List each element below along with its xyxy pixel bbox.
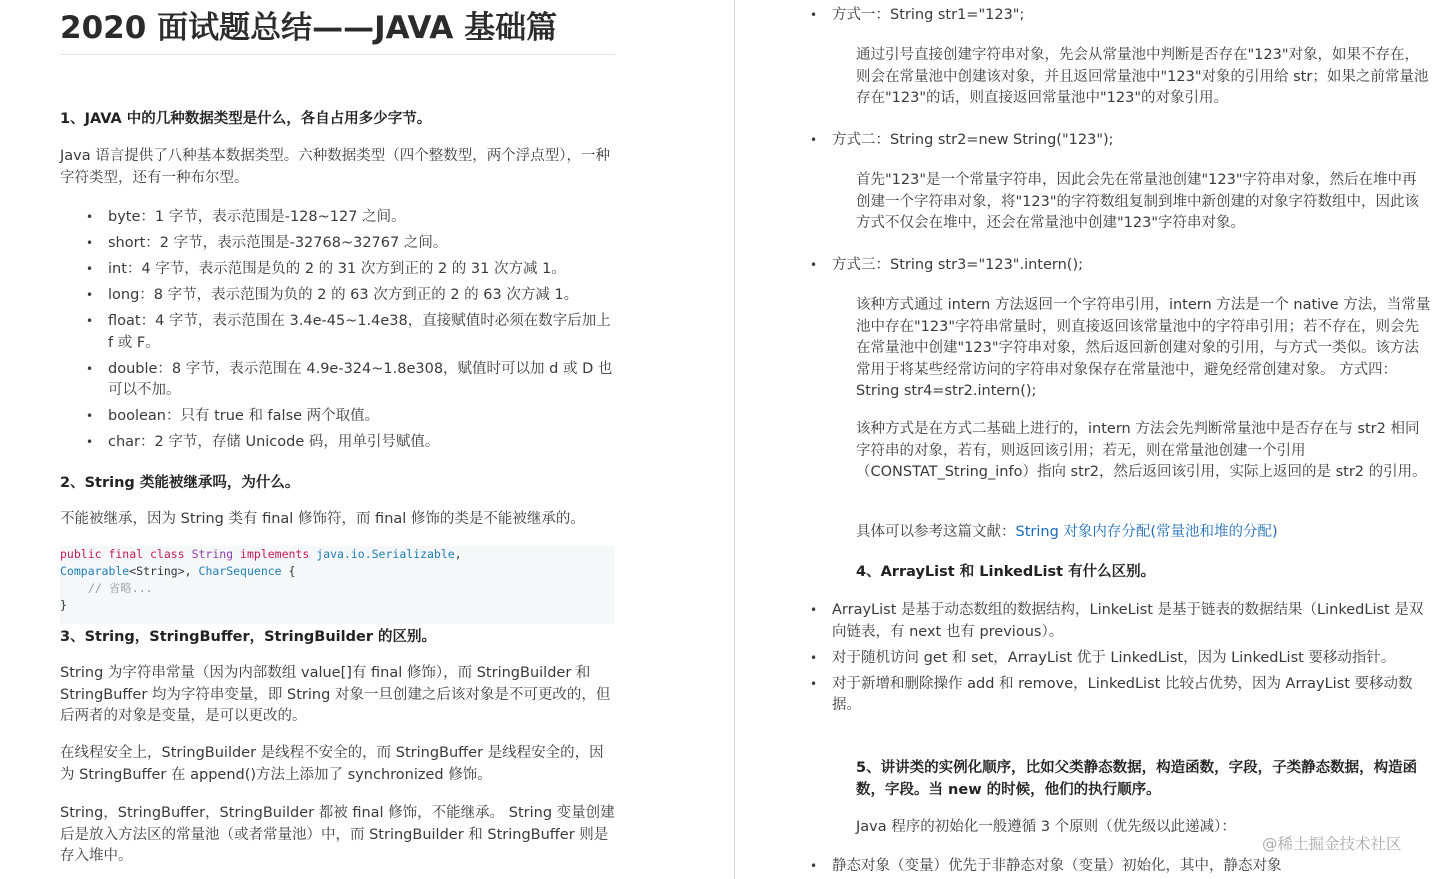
reference-prefix: 具体可以参考这篇文献：: [856, 524, 1016, 540]
q4-list-block: [784, 600, 1431, 717]
q1-list-block: [60, 207, 615, 454]
q1-section: [60, 108, 615, 130]
q1-heading: 1、JAVA 中的几种数据类型是什么，各自占用多少字节。: [60, 111, 432, 127]
code-interface: Comparable: [60, 564, 130, 578]
right-page: [736, 0, 1444, 879]
site-watermark: @稀土掘金技术社区: [1262, 835, 1402, 853]
way2-label: • 方式二：String str2=new String("123");: [784, 130, 1431, 152]
left-page-content: [60, 0, 615, 864]
code-line-2: [60, 563, 615, 580]
way1-description: 通过引号直接创建字符串对象，先会从常量池中判断是否存在"123"对象，如果不存在，则会在常量池中创建该对象，并且返回常量池中"123"对象的引用给 str；如果之前常量池存在"123"的话，则直接返回常量池中"123"的对象引用。: [856, 47, 1429, 106]
way3-desc-block: [856, 295, 1431, 403]
q3-p3-block: [60, 803, 615, 868]
code-block-wrapper: [60, 546, 615, 624]
document-title: 2020 面试题总结——JAVA 基础篇: [60, 10, 558, 46]
way3-item: [784, 255, 1431, 277]
list-item: • byte：1 字节，表示范围是-128~127 之间。: [60, 207, 615, 229]
q2-text: 不能被继承，因为 String 类有 final 修饰符，而 final 修饰的类是不能被继承的。: [60, 511, 585, 527]
code-keyword: implements: [240, 547, 310, 561]
q3-p1-block: [60, 663, 615, 728]
code-line-4: [60, 597, 615, 624]
code-interface: CharSequence: [198, 564, 282, 578]
q2-text-block: [60, 509, 615, 531]
q4-list: [784, 600, 1431, 717]
code-class-name: String: [191, 547, 234, 561]
q3-paragraph-3: String，StringBuffer，StringBuilder 都被 final 修饰，不能继承。 String 变量创建后是放入方法区的常量池（或者常量池）中，而 StringBuilder 和 StringBuffer 则是存入堆中。: [60, 805, 615, 864]
q5-heading: 5、讲讲类的实例化顺序，比如父类静态数据，构造函数，字段，子类静态数据，构造函数，字段。当 new 的时候，他们的执行顺序。: [856, 760, 1418, 798]
list-item: • double：8 字节，表示范围在 4.9e-324~1.8e308，赋值时可以加 d 或 D 也可以不加。: [60, 359, 615, 402]
code-punct: {: [281, 564, 296, 578]
q5-section: [856, 757, 1431, 801]
list-item: • short：2 字节，表示范围是-32768~32767 之间。: [60, 233, 615, 255]
title-divider: [60, 54, 615, 55]
list-item: • boolean：只有 true 和 false 两个取值。: [60, 406, 615, 428]
q4-heading: 4、ArrayList 和 LinkedList 有什么区别。: [856, 564, 1156, 580]
list-item: • 对于随机访问 get 和 set，ArrayList 优于 LinkedList，因为 LinkedList 要移动指针。: [784, 648, 1431, 670]
list-item: • float：4 字节，表示范围在 3.4e-45~1.4e38，直接赋值时必须在数字后加上 f 或 F。: [60, 311, 615, 354]
code-interface: java.io.Serializable: [316, 547, 455, 561]
way4-desc-block: [856, 419, 1431, 484]
q3-section: [60, 626, 615, 648]
way2-desc-block: [856, 170, 1431, 235]
way4-description: 该种方式是在方式二基础上进行的，intern 方法会先判断常量池中是否存在与 str2 相同字符串的对象，若有，则返回该引用；若无，则在常量池创建一个引用（CONSTAT_String_info）指向 str2，然后返回该引用，实际上返回的是 str2 的引用。: [856, 421, 1427, 480]
page-divider: [734, 0, 735, 879]
list-item: • char：2 字节，存储 Unicode 码，用单引号赋值。: [60, 432, 615, 454]
q4-section: [856, 561, 1431, 583]
list-item: • 对于新增和删除操作 add 和 remove，LinkedList 比较占优势，因为 ArrayList 要移动数据。: [784, 674, 1431, 717]
q2-section: [60, 472, 615, 494]
reference-link[interactable]: String 对象内存分配(常量池和堆的分配): [1015, 524, 1278, 540]
way2-description: 首先"123"是一个常量字符串，因此会先在常量池创建"123"字符串对象，然后在堆中再创建一个字符串对象，将"123"的字符数组复制到堆中新创建的对象字符数组中，因此该方式不仅会在堆中，还会在常量池中创建"123"字符串对象。: [856, 172, 1420, 231]
q3-paragraph-2: 在线程安全上，StringBuilder 是线程不安全的，而 StringBuffer 是线程安全的，因为 StringBuffer 在 append()方法上添加了 synchronized 修饰。: [60, 745, 604, 783]
code-line-3: [60, 580, 615, 597]
q5-list-block: [784, 856, 1431, 878]
code-keyword: public final class: [60, 547, 185, 561]
q3-paragraph-1: String 为字符串常量（因为内部数组 value[]有 final 修饰），而 StringBuilder 和 StringBuffer 均为字符串变量，即 String 对象一旦创建之后该对象是不可更改的，但后两者的对象是变量，是可以更改的。: [60, 665, 611, 724]
q5-text: Java 程序的初始化一般遵循 3 个原则（优先级以此递减）：: [856, 819, 1236, 835]
way2-item: [784, 130, 1431, 152]
list-item: • 静态对象（变量）优先于非静态对象（变量）初始化，其中，静态对象: [784, 856, 1431, 878]
way3-label: • 方式三：String str3="123".intern();: [784, 255, 1431, 277]
q1-intro-block: [60, 146, 615, 189]
reference-line: [856, 522, 1431, 544]
reference-block: [856, 522, 1431, 544]
code-generic: <String>: [129, 564, 185, 578]
list-item: • long：8 字节，表示范围为负的 2 的 63 次方到正的 2 的 63 次方减 1。: [60, 285, 615, 307]
way1-item: [784, 5, 1431, 27]
list-item: • ArrayList 是基于动态数组的数据结构，LinkeList 是基于链表的数据结果（LinkedList 是双向链表，有 next 也有 previous）。: [784, 600, 1431, 643]
code-punct: }: [60, 598, 67, 612]
list-item: • int：4 字节，表示范围是负的 2 的 31 次方到正的 2 的 31 次方减 1。: [60, 259, 615, 281]
code-punct: ,: [454, 547, 462, 561]
code-block: [60, 546, 615, 624]
code-punct: ,: [184, 564, 192, 578]
way3-description: 该种方式通过 intern 方法返回一个字符串引用，intern 方法是一个 native 方法，当常量池中存在"123"字符串常量时，则直接返回该常量池中的字符串引用；若不存在，则会先在常量池中创建"123"字符串对象，然后返回新创建对象的引用，与方式一类似。该方法常用于将某些经常访问的字符串对象保存在常量池中，避免经常创建对象。 方式四：String str4=str2.intern();: [856, 297, 1431, 399]
q5-list: [784, 856, 1431, 878]
q2-heading: 2、String 类能被继承吗，为什么。: [60, 475, 300, 491]
way1-label: • 方式一：String str1="123";: [784, 5, 1431, 27]
q1-intro: Java 语言提供了八种基本数据类型。六种数据类型（四个整数型，两个浮点型），一种字符类型，还有一种布尔型。: [60, 148, 610, 186]
q3-p2-block: [60, 743, 615, 786]
q3-heading: 3、String，StringBuffer，StringBuilder 的区别。: [60, 629, 437, 645]
q1-type-list: [60, 207, 615, 454]
way1-desc-block: [856, 45, 1431, 110]
code-comment: // 省略...: [88, 581, 153, 595]
code-line-1: [60, 546, 615, 563]
